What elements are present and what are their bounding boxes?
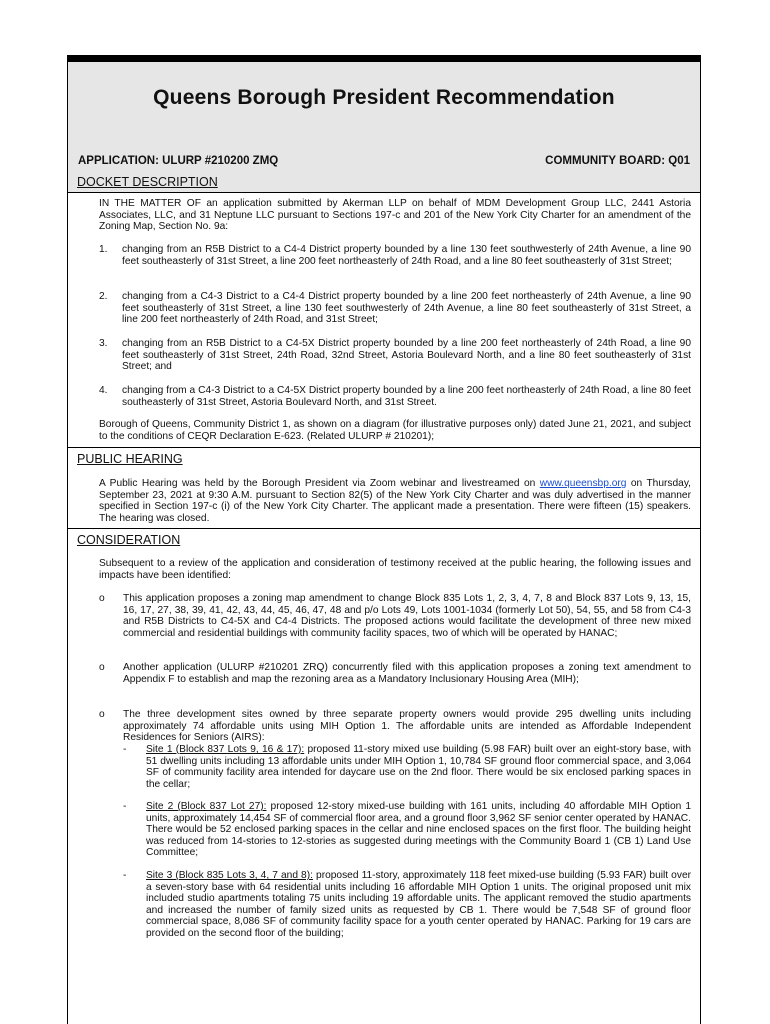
queensbp-link[interactable]: www.queensbp.org (539, 478, 627, 489)
site-text (146, 870, 691, 940)
site-description: proposed 12-story mixed-use building with 161 units, including 40 affordable MIH Option 1 units, approximately 14,454 SF of commercial floor area, and a ground floor 3,962 SF senior center operated by HANAC. There would be 52 enclosed parking spaces in the cellar and nine enclosed spaces on the first floor. The building height was reduced from 14-stories to 12-stories as suggested during meetings with the Community Board 1 (CB 1) Land Use Committee; (146, 801, 691, 859)
consideration-heading: CONSIDERATION (77, 533, 181, 547)
consideration-bullet-1 (99, 593, 691, 639)
title-box (68, 62, 700, 193)
bullet-icon: o (99, 709, 105, 720)
docket-heading: DOCKET DESCRIPTION (77, 175, 218, 189)
item-text: changing from an R5B District to a C4-4 District property bounded by a line 130 feet southwesterly of 24th Avenue, a line 90 feet southeasterly of 31st Street, a line 200 feet northeasterly of 24th Road, and a line 80 feet southeasterly of 31st Street; (122, 244, 691, 267)
divider (68, 528, 700, 529)
docket-closing: Borough of Queens, Community District 1, as shown on a diagram (for illustrative purposes only) dated June 21, 2021, and subject to the conditions of CEQR Declaration E-623. (Related ULURP # 210201); (99, 419, 691, 442)
hearing-text (99, 478, 691, 524)
hearing-text-start: A Public Hearing was held by the Borough President via Zoom webinar and livestreamed on (99, 478, 540, 489)
hearing-text-end: on Thursday, September 23, 2021 at 9:30 A.M. pursuant to Section 82(5) of the New York City Charter and was duly advertised in the manner specified in Section 197-c (i) of the New York City Charter. The applicant made a presentation. There were fifteen (15) speakers. The hearing was closed. (99, 478, 691, 524)
bullet-text: This application proposes a zoning map amendment to change Block 835 Lots 1, 2, 3, 4, 7, 8 and Block 837 Lots 9, 13, 15, 16, 17, 27, 38, 39, 41, 42, 43, 44, 45, 46, 47, 48 and p/o Lots 49, Lots 1001-1034 (formerly Lot 50), 54, 55, and 58 from C4-3 and R5B Districts to C4-5X and C4-4 Districts. The proposed actions would facilitate the development of three new mixed commercial and residential buildings with community facility spaces, two of which will be operated by HANAC; (123, 593, 691, 639)
docket-item-2 (99, 291, 691, 326)
top-border (68, 55, 700, 62)
site-label: Site 2 (Block 837 Lot 27): (146, 801, 267, 812)
page-title: Queens Borough President Recommendation (153, 86, 615, 109)
bullet-text: Another application (ULURP #210201 ZRQ) concurrently filed with this application proposes a zoning text amendment to Appendix F to establish and map the rezoning area as a Mandatory Inclusionary Housing Area (MIH); (123, 662, 691, 685)
hearing-heading: PUBLIC HEARING (77, 452, 183, 466)
docket-item-1 (99, 244, 691, 267)
bullet-icon: o (99, 662, 105, 673)
site-3-item (123, 870, 691, 940)
bullet-icon: o (99, 593, 105, 604)
dash-icon: - (123, 870, 127, 881)
item-text: changing from a C4-3 District to a C4-4 District property bounded by a line 200 feet northeasterly of 24th Avenue, a line 90 feet southeasterly of 31st Street, a line 130 feet southwesterly of 24th Avenue, a line 80 feet southeasterly of 31st Street, a line 200 feet northeasterly of 24th Road, and 31st Street; (122, 291, 691, 326)
docket-item-3 (99, 338, 691, 373)
consideration-bullet-3 (99, 709, 691, 744)
docket-intro: IN THE MATTER OF an application submitted by Akerman LLP on behalf of MDM Development Group LLC, 2441 Astoria Associates, LLC, and 31 Neptune LLC pursuant to Sections 197-c and 201 of the New York City Charter for an amendment of the Zoning Map, Section No. 9a: (99, 198, 691, 233)
site-description: proposed 11-story mixed use building (5.98 FAR) built over an eight-story base, with 51 dwelling units including 13 affordable units under MIH Option 1, 10,784 SF ground floor commercial space, and 3,064 SF of community facility area intended for daycare use on the 2nd floor. There would be six enclosed parking spaces in the cellar; (146, 744, 691, 790)
item-number: 1. (99, 244, 108, 255)
site-description: proposed 11-story, approximately 118 feet mixed-use building (5.93 FAR) built over a seven-story base with 64 residential units including 16 affordable MIH Option 1 units. The original proposed unit mix included studio apartments totaling 75 units including 19 affordable units. The applicant removed the studio apartments and increased the number of family sized units as requested by CB 1. There would be 7,548 SF of ground floor commercial space, 8,086 SF of community facility space for a youth center operated by HANAC. Parking for 19 cars are provided on the second floor of the building; (146, 870, 692, 939)
site-text (146, 744, 691, 790)
consideration-intro: Subsequent to a review of the application and consideration of testimony received at the public hearing, the following issues and impacts have been identified: (99, 558, 691, 581)
item-number: 3. (99, 338, 108, 349)
application-number: APPLICATION: ULURP #210200 ZMQ (78, 155, 279, 167)
item-number: 4. (99, 385, 108, 396)
dash-icon: - (123, 744, 127, 755)
item-text: changing from an R5B District to a C4-5X District property bounded by a line 200 feet northeasterly of 24th Road, a line 90 feet southeasterly of 31st Street, 24th Road, 32nd Street, Astoria Boulevard North, and a line 80 feet southeasterly of 31st Street; and (122, 338, 691, 373)
site-2-item (123, 801, 691, 859)
site-text (146, 801, 691, 859)
community-board: COMMUNITY BOARD: Q01 (545, 155, 690, 167)
site-1-item (123, 744, 691, 790)
site-label: Site 1 (Block 837 Lots 9, 16 & 17): (146, 744, 305, 755)
dash-icon: - (123, 801, 127, 812)
item-number: 2. (99, 291, 108, 302)
bullet-text: The three development sites owned by three separate property owners would provide 295 dwelling units including approximately 74 affordable units using MIH Option 1. The affordable units are intended as Affordable Independent Residences for Seniors (AIRS): (123, 709, 691, 744)
docket-item-4 (99, 385, 691, 408)
divider (68, 447, 700, 448)
item-text: changing from a C4-3 District to a C4-5X District property bounded by a line 200 feet northeasterly of 24th Road, a line 80 feet southeasterly of 31st Street, Astoria Boulevard North, and 31st Street. (122, 385, 691, 408)
document-page (67, 55, 701, 1024)
application-line (78, 155, 690, 167)
site-label: Site 3 (Block 835 Lots 3, 4, 7 and 8): (146, 870, 313, 881)
consideration-bullet-2 (99, 662, 691, 685)
